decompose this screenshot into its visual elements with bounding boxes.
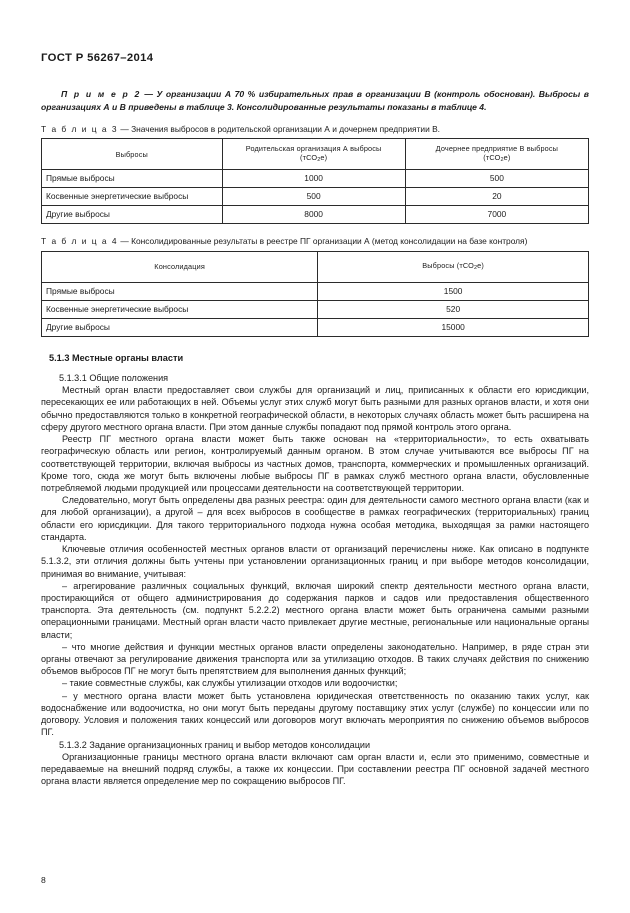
unit-suffix: е) [503,153,511,163]
table-3-emissions [41,138,589,224]
table3-row-label: Прямые выбросы [42,170,223,188]
page-number: 8 [41,875,46,885]
table-header-row [42,139,589,170]
table-row [42,283,589,301]
unit-prefix: (тСО [483,153,501,163]
table3-caption [41,124,589,136]
paragraph-1: Местный орган власти предоставляет свои службы для организаций и лиц, приписанных к области его юрисдикции, пересекающих ее или работающих в ней. Объемы услуг этих служб могут быть разными для разных органов власти, и хотя они обычно предоставляются только в конкретной географической области, в некоторых случаях область может быть расширена на сферу другого местного органа власти. При этом данные службы попадают под прямой контроль этого органа. [41,385,589,432]
unit-prefix: (тСО [300,153,318,163]
table-4-consolidated [41,251,589,337]
bullet-item-1: – агрегирование различных социальных функций, включая широкий спектр деятельности местного органа власти, простирающийся от общего администрирования до содержания парков и садов или предоставления общественного транспорта. Эта деятельность (см. подпункт 5.2.2.2) местного органа власти может быть ограничена самыми разными операционными границами. Местный орган власти часто привлекает другие местные, региональные или национальные органы власти; [41,580,589,640]
table3-caption-text: — Значения выбросов в родительской организации А и дочернем предприятии В. [118,123,441,134]
table3-row-subsidiary-value: 20 [405,188,588,206]
table3-header-subsidiary-label: Дочернее предприятие В выбросы [435,143,559,153]
bullet-item-4: – у местного органа власти может быть установлена юридическая ответственность по оказанию таких услуг, как водоснабжение или водоочистка, но они могут быть переданы другому поставщику этих услуг (службе) по концессии или по договору. Условия и положения таких концессий или договоров могут включать мероприятия по снижению объемов выбросов ПГ. [41,690,589,738]
table4-caption [41,236,589,248]
unit-subscript: 2 [473,265,478,272]
table-row [42,170,589,188]
table3-row-label: Косвенные энергетические выбросы [42,188,223,206]
table3-row-parent-value: 1000 [222,170,405,188]
standard-header: ГОСТ Р 56267–2014 [41,52,154,64]
example-note [41,88,589,112]
paragraph-5: Организационные границы местного органа власти включают сам орган власти и, если это применимо, совместные и передаваемые на внешний подряд службы, а также их концессии. При составлении реестра ПГ основной задачей местного органа власти является определение мер по сокращению выбросов ПГ. [41,751,589,787]
table3-header-emissions: Выбросы [42,139,223,170]
table4-row-value: 15000 [318,319,589,337]
table3-row-parent-value: 500 [222,188,405,206]
unit-suffix: е) [320,153,328,163]
table-header-row [42,252,589,283]
unit-subscript: 2 [317,157,321,164]
subsection-heading-5-1-3-1: 5.1.3.1 Общие положения [59,373,169,384]
table-row [42,188,589,206]
table3-row-subsidiary-value: 500 [405,170,588,188]
section-heading-5-1-3: 5.1.3 Местные органы власти [49,353,184,364]
table3-caption-lead: Т а б л и ц а 3 [41,123,119,134]
table4-header-consolidation: Консолидация [42,252,318,283]
table4-row-label: Другие выбросы [42,319,318,337]
table4-row-value: 1500 [318,283,589,301]
paragraph-3: Следовательно, могут быть определены два разных реестра: один для деятельности самого местного органа власти (как и для любой организации), а другой – для всех выбросов в сообществе в рамках географических (территориальных) границ области его юрисдикции. Для такого территориального подхода нужна особая методика, выходящая за рамки настоящего стандарта. [41,495,589,542]
table3-header-parent [222,139,405,170]
table-row [42,319,589,337]
table3-row-subsidiary-value: 7000 [405,206,588,224]
bullet-item-3: – такие совместные службы, как службы утилизации отходов или водоочистки; [62,678,398,689]
table-row [42,206,589,224]
table4-caption-lead: Т а б л и ц а 4 [41,236,119,247]
bullet-item-2: – что многие действия и функции местных органов власти определены законодательно. Например, в ряде стран эти органы отвечают за регулирование движения транспорта или за утилизацию отходов. В таких случаях действия по снижению объемов выбросов ПГ не могут быть препятствием для выполнения данных функций; [41,641,589,677]
table3-header-parent-label: Родительская организация А выбросы [245,143,382,153]
table4-header-emissions [318,252,589,283]
example-note-text: — У организации А 70 % избирательных прав в организации В (контроль обоснован). Выбросы в организациях А и В приведены в таблице 3. Консолидированные результаты показаны в таблице 4. [41,89,589,112]
table3-header-subsidiary [405,139,588,170]
unit-suffix: е) [477,261,484,271]
paragraph-4: Ключевые отличия особенностей местных органов власти от организаций перечислены ниже. Как описано в подпункте 5.1.3.2, эти отличия должны быть учтены при установлении организационных границ и при выборе методов консолидации, принимая во внимание, учитывая: [41,544,589,579]
subsection-heading-5-1-3-2: 5.1.3.2 Задание организационных границ и выбор методов консолидации [59,739,371,750]
table3-row-parent-value: 8000 [222,206,405,224]
table4-row-label: Прямые выбросы [42,283,318,301]
unit-prefix: Выбросы (тСО [422,261,474,271]
table4-row-value: 520 [318,301,589,319]
paragraph-2: Реестр ПГ местного органа власти может быть также основан на «территориальности», то есть охватывать географическую область или регион, контролируемый данным органом. В этом случае учитываются все выбросы ПГ на соответствующей территории, включая выбросы из частных домов, транспорта, коммерческих и промышленных организаций. Кроме того, сюда же могут быть включены любые выбросы ПГ в рамках служб местного органа власти, обусловленные потребляемой людьми продукцией или процессами деятельности на соответствующей территории. [41,434,589,493]
table4-caption-text: — Консолидированные результаты в реестре ПГ организации А (метод консолидации на базе контроля) [118,236,528,247]
unit-subscript: 2 [500,157,504,164]
example-note-lead: П р и м е р 2 [61,89,141,100]
table3-row-label: Другие выбросы [42,206,223,224]
table4-row-label: Косвенные энергетические выбросы [42,301,318,319]
table-row [42,301,589,319]
